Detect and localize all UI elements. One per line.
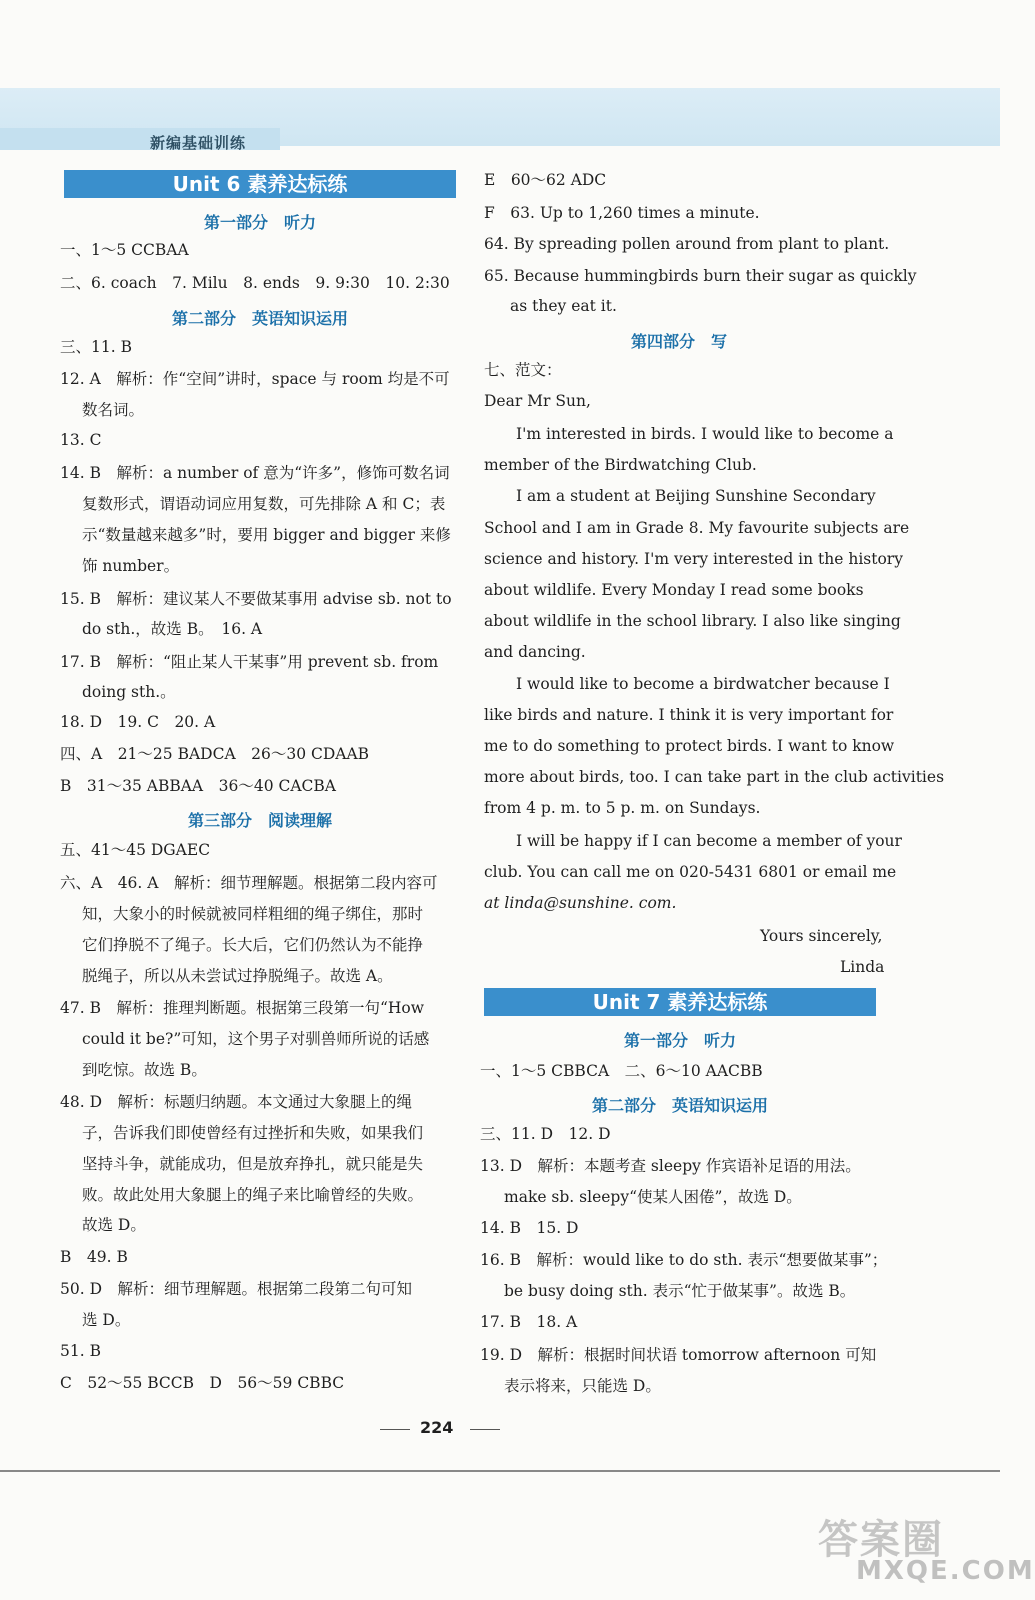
answer-line: 17. B 18. A (480, 1313, 578, 1331)
answer-line: 二、6. coach 7. Milu 8. ends 9. 9:30 10. 2:30 (60, 274, 450, 292)
series-title: 新编基础训练 (150, 134, 247, 152)
essay-line: I will be happy if I can become a member of your (516, 832, 902, 850)
answer-line: 坚持斗争，就能成功，但是放弃挣扎，就只能是失 (82, 1155, 424, 1173)
answer-line: 它们挣脱不了绳子。长大后，它们仍然认为不能挣 (82, 936, 424, 954)
answer-line: 47. B 解析：推理判断题。根据第三段第一句“How (60, 999, 425, 1017)
essay-line: I am a student at Beijing Sunshine Secondary (516, 487, 876, 505)
essay-line: me to do something to protect birds. I want to know (484, 737, 895, 755)
bottom-rule (0, 1470, 1000, 1472)
answer-line: 示“数量越来越多”时，要用 bigger and bigger 来修 (82, 526, 451, 544)
answer-line: 四、A 21～25 BADCA 26～30 CDAAB (60, 745, 370, 763)
answer-line: 三、11. B (60, 338, 132, 356)
answer-line: 一、1～5 CCBAA (60, 241, 189, 259)
essay-line: I would like to become a birdwatcher because I (516, 675, 890, 693)
section-heading: 第二部分 英语知识运用 (591, 1096, 768, 1115)
essay-signature: Linda (840, 958, 885, 976)
essay-line: and dancing. (484, 643, 586, 661)
answer-line: 48. D 解析：标题归纳题。本文通过大象腿上的绳 (60, 1093, 413, 1111)
essay-line: science and history. I'm very interested in the history (484, 550, 903, 568)
essay-line: club. You can call me on 020-5431 6801 or email me (484, 863, 897, 881)
answer-line: 选 D。 (82, 1311, 131, 1329)
answer-line: 到吃惊。故选 B。 (82, 1061, 207, 1079)
answer-line: F 63. Up to 1,260 times a minute. (484, 204, 760, 222)
answer-line: do sth.，故选 B。 16. A (82, 620, 263, 638)
answer-line: 18. D 19. C 20. A (60, 713, 216, 731)
watermark-text: 答案圈 (818, 1517, 944, 1563)
essay-line: about wildlife. Every Monday I read some books (484, 581, 864, 599)
answer-line: 13. D 解析：本题考查 sleepy 作宾语补足语的用法。 (480, 1157, 861, 1175)
answer-line: 子，告诉我们即使曾经有过挫折和失败，如果我们 (82, 1124, 424, 1142)
essay-closing: Yours sincerely, (760, 927, 883, 945)
essay-line: Dear Mr Sun, (484, 392, 591, 410)
page-number: 224 (420, 1418, 454, 1437)
answer-line: as they eat it. (510, 297, 617, 315)
essay-line: like birds and nature. I think it is very important for (484, 706, 894, 724)
answer-line: 饰 number。 (82, 557, 180, 575)
page-rule-right (470, 1429, 500, 1430)
answer-line: 败。故此处用大象腿上的绳子来比喻曾经的失败。 (82, 1186, 424, 1204)
answer-line: 13. C (60, 431, 102, 449)
answer-line: B 31～35 ABBAA 36～40 CACBA (60, 777, 336, 795)
answer-line: 三、11. D 12. D (480, 1125, 611, 1143)
answer-line: be busy doing sth. 表示“忙于做某事”。故选 B。 (504, 1282, 856, 1300)
answer-line: 15. B 解析：建议某人不要做某事用 advise sb. not to (60, 590, 452, 608)
watermark-url: MXQE.COM (856, 1556, 1035, 1586)
answer-line: 14. B 15. D (480, 1219, 579, 1237)
answer-line: B 49. B (60, 1248, 128, 1266)
answer-line: 故选 D。 (82, 1216, 146, 1234)
answer-line: 64. By spreading pollen around from plant to plant. (484, 235, 890, 253)
essay-line: from 4 p. m. to 5 p. m. on Sundays. (484, 799, 761, 817)
answer-line: could it be?”可知，这个男子对驯兽师所说的话感 (82, 1030, 430, 1048)
essay-line: at linda@sunshine. com. (484, 894, 677, 912)
answer-line: C 52～55 BCCB D 56～59 CBBC (60, 1374, 345, 1392)
answer-line: make sb. sleepy“使某人困倦”，故选 D。 (504, 1188, 802, 1206)
section-heading: 第一部分 听力 (203, 213, 316, 232)
answer-line: 一、1～5 CBBCA 二、6～10 AACBB (480, 1062, 763, 1080)
answer-line: 六、A 46. A 解析：细节理解题。根据第二段内容可 (60, 874, 438, 892)
unit6-title-bar: Unit 6 素养达标练 (64, 170, 456, 198)
answer-line: 65. Because hummingbirds burn their sugar as quickly (484, 267, 917, 285)
section-heading: 第一部分 听力 (623, 1031, 736, 1050)
watermark-logo (818, 1508, 1035, 1588)
section-heading: 第三部分 阅读理解 (187, 811, 332, 830)
answer-line: 17. B 解析：“阻止某人干某事”用 prevent sb. from (60, 653, 439, 671)
answer-line: doing sth.。 (82, 683, 176, 701)
answer-line: 51. B (60, 1342, 101, 1360)
answer-line: 12. A 解析：作“空间”讲时，space 与 room 均是不可 (60, 370, 450, 388)
section-heading: 第四部分 写 (630, 332, 727, 351)
answer-line: 19. D 解析：根据时间状语 tomorrow afternoon 可知 (480, 1346, 877, 1364)
page-rule-left (380, 1429, 410, 1430)
essay-line: more about birds, too. I can take part in the club activities (484, 768, 945, 786)
essay-line: member of the Birdwatching Club. (484, 456, 757, 474)
answer-line: 50. D 解析：细节理解题。根据第二段第二句可知 (60, 1280, 413, 1298)
section-heading: 第二部分 英语知识运用 (171, 309, 348, 328)
answer-line: 14. B 解析：a number of 意为“许多”，修饰可数名词 (60, 464, 450, 482)
answer-line: 16. B 解析：would like to do sth. 表示“想要做某事”； (480, 1251, 888, 1269)
answer-line: E 60～62 ADC (484, 171, 607, 189)
unit7-title-bar: Unit 7 素养达标练 (484, 988, 876, 1016)
answer-line: 表示将来，只能选 D。 (504, 1377, 661, 1395)
answer-line: 数名词。 (82, 401, 145, 419)
answer-line: 脱绳子，所以从未尝试过挣脱绳子。故选 A。 (82, 967, 393, 985)
answer-line: 知，大象小的时候就被同样粗细的绳子绑住，那时 (82, 905, 424, 923)
essay-line: School and I am in Grade 8. My favourite subjects are (484, 519, 910, 537)
answer-line: 五、41～45 DGAEC (60, 841, 211, 859)
essay-line: about wildlife in the school library. I also like singing (484, 612, 901, 630)
essay-line: I'm interested in birds. I would like to become a (516, 425, 894, 443)
answer-line: 七、范文： (484, 361, 562, 379)
answer-line: 复数形式，谓语动词应用复数，可先排除 A 和 C；表 (82, 495, 446, 513)
